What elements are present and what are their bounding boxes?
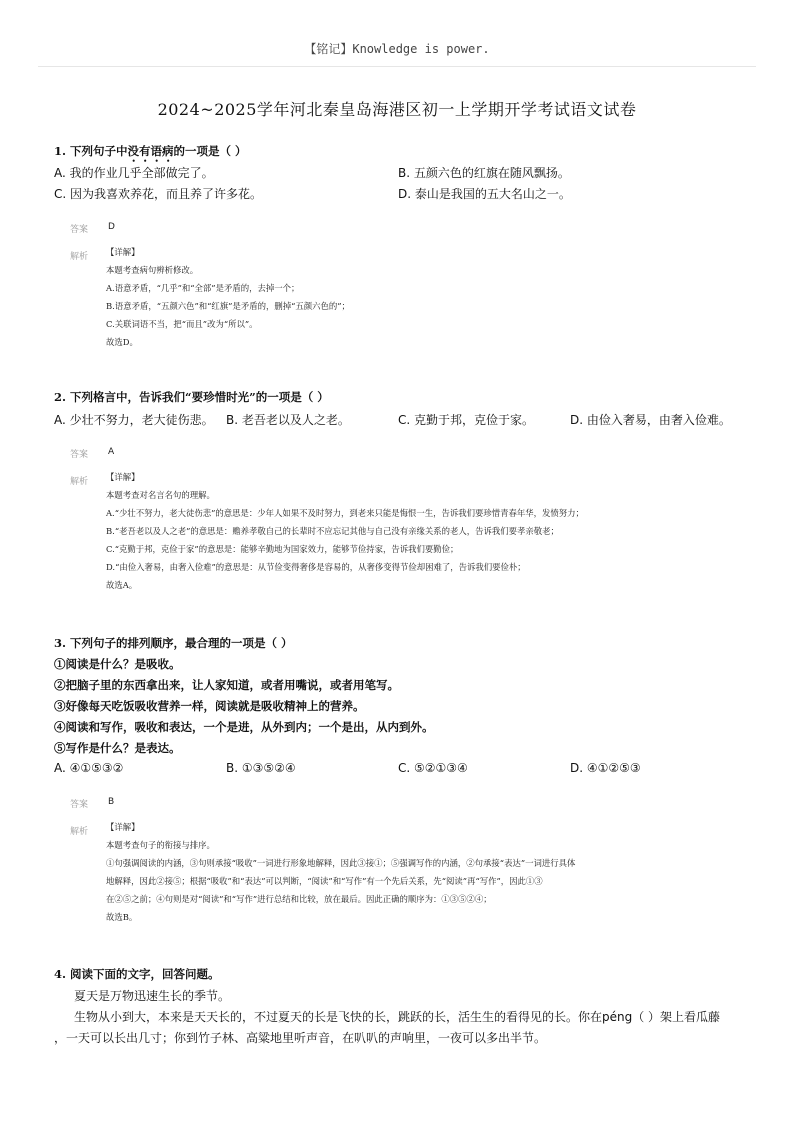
q3-analysis: [106, 818, 746, 926]
q2-analysis-line: C.“克勤于邦，克俭于家”的意思是：能够辛勤地为国家效力，能够节俭持家，告诉我们要勤俭；: [106, 544, 459, 554]
page-title: 2024~2025学年河北秦皇岛海港区初一上学期开学考试语文试卷: [157, 100, 637, 119]
q2-option-d[interactable]: D. 由俭入奢易，由奢入俭难。: [570, 413, 731, 427]
q3-sentence-2: ②把脑子里的东西拿出来，让人家知道，或者用嘴说，或者用笔写。: [54, 678, 399, 692]
q2-option-b[interactable]: B. 老吾老以及人之老。: [226, 413, 350, 427]
q2-answer-label: 答案: [70, 450, 89, 460]
q1-answer-label: 答案: [70, 225, 89, 235]
q2-analysis-line: 本题考查对名言名句的理解。: [106, 490, 215, 500]
q2-answer-value: A: [108, 447, 115, 457]
q1-option-a[interactable]: A. 我的作业几乎全部做完了。: [54, 166, 214, 180]
q2-option-a[interactable]: A. 少壮不努力，老大徒伤悲。: [54, 413, 214, 427]
q1-option-d[interactable]: D. 泰山是我国的五大名山之一。: [398, 187, 571, 201]
q3-sentence-1: ①阅读是什么？是吸收。: [54, 657, 181, 671]
q3-analysis-line: 故选B。: [106, 912, 138, 922]
q3-analysis-line: 本题考查句子的衔接与排序。: [106, 840, 215, 850]
q3-analysis-line: 在②⑤之前；④句则是对“阅读”和“写作”进行总结和比较，放在最后。因此正确的顺序为：①③⑤②④；: [106, 894, 492, 904]
q1-stem-emphasis: 没有语病: [127, 144, 174, 158]
q1-analysis-line: 【详解】: [106, 247, 140, 257]
q1-stem: [54, 143, 247, 165]
q3-answer-value: B: [108, 797, 115, 807]
q1-analysis-line: A.语意矛盾，“几乎”和“全部”是矛盾的，去掉一个；: [106, 283, 300, 293]
q3-analysis-line: ①句强调阅读的内涵，③句则承接“吸收”一词进行形象地解释，因此③接①；⑤强调写作的内涵，②句承接“表达”一词进行具体: [106, 858, 576, 868]
q2-analysis-line: 故选A。: [106, 580, 138, 590]
q2-option-c[interactable]: C. 克勤于邦，克俭于家。: [398, 413, 535, 427]
header-motto: 【铭记】Knowledge is power.: [304, 42, 490, 56]
q3-sentence-3: ③好像每天吃饭吸收营养一样，阅读就是吸收精神上的营养。: [54, 699, 365, 713]
q1-option-b[interactable]: B. 五颜六色的红旗在随风飘扬。: [398, 166, 570, 180]
q1-stem-prefix: 1. 下列句子中: [54, 144, 128, 158]
q2-analysis-label: 解析: [70, 477, 89, 487]
q4-paragraph-1: 夏天是万物迅速生长的季节。: [74, 989, 231, 1003]
q2-stem: 2. 下列格言中，告诉我们“要珍惜时光”的一项是（ ）: [54, 390, 329, 404]
q2-analysis-line: B.“老吾老以及人之老”的意思是：赡养孝敬自己的长辈时不应忘记其他与自己没有亲缘关系的老人，告诉我们要孝亲敬老；: [106, 526, 559, 536]
q3-analysis-line: 【详解】: [106, 822, 140, 832]
q4-paragraph-2-line-1: 生物从小到大，本来是天天长的，不过夏天的长是飞快的长，跳跃的长，活生生的看得见的长。你在péng（ ）架上看瓜藤: [74, 1010, 721, 1024]
q2-analysis-line: A.“少壮不努力，老大徒伤悲”的意思是：少年人如果不及时努力，到老来只能是悔恨一生，告诉我们要珍惜青春年华，发愤努力；: [106, 508, 584, 518]
q3-stem: 3. 下列句子的排列顺序，最合理的一项是（ ）: [54, 636, 293, 650]
q3-answer-label: 答案: [70, 800, 89, 810]
q3-analysis-line: 地解释，因此②接⑤；根据“吸收”和“表达”可以判断，“阅读”和“写作”有一个先后关系，先“阅读”再“写作”，因此①③: [106, 876, 543, 886]
q1-stem-suffix: 的一项是（ ）: [173, 144, 247, 158]
q4-paragraph-2-line-2: ，一天可以长出几寸；你到竹子林、高粱地里听声音，在叭叭的声响里，一夜可以多出半节。: [54, 1031, 547, 1045]
q3-analysis-label: 解析: [70, 827, 89, 837]
q1-analysis-line: C.关联词语不当，把“而且”改为“所以”。: [106, 319, 258, 329]
q3-option-b[interactable]: B. ①③⑤②④: [226, 761, 296, 775]
q2-analysis-line: D.“由俭入奢易，由奢入俭难”的意思是：从节俭变得奢侈是容易的，从奢侈变得节俭却困难了，告诉我们要俭朴；: [106, 562, 526, 572]
q1-option-c[interactable]: C. 因为我喜欢养花，而且养了许多花。: [54, 187, 263, 201]
q3-option-a[interactable]: A. ④①⑤③②: [54, 761, 124, 775]
q1-analysis-label: 解析: [70, 252, 89, 262]
q1-analysis-line: 本题考查病句辨析修改。: [106, 265, 199, 275]
header-divider: [38, 66, 756, 67]
q3-sentence-5: ⑤写作是什么？是表达。: [54, 741, 181, 755]
q1-analysis-line: 故选D。: [106, 337, 138, 347]
q2-analysis-line: 【详解】: [106, 472, 140, 482]
q1-answer-value: D: [108, 222, 115, 232]
q3-option-c[interactable]: C. ⑤②①③④: [398, 761, 468, 775]
q1-analysis-line: B.语意矛盾，“五颜六色”和“红旗”是矛盾的，删掉“五颜六色的”；: [106, 301, 350, 311]
q4-stem: 4. 阅读下面的文字，回答问题。: [54, 967, 220, 981]
q3-option-d[interactable]: D. ④①②⑤③: [570, 761, 641, 775]
q2-analysis: [106, 468, 746, 594]
q3-sentence-4: ④阅读和写作，吸收和表达，一个是进，从外到内；一个是出，从内到外。: [54, 720, 434, 734]
q1-analysis: [106, 243, 746, 351]
